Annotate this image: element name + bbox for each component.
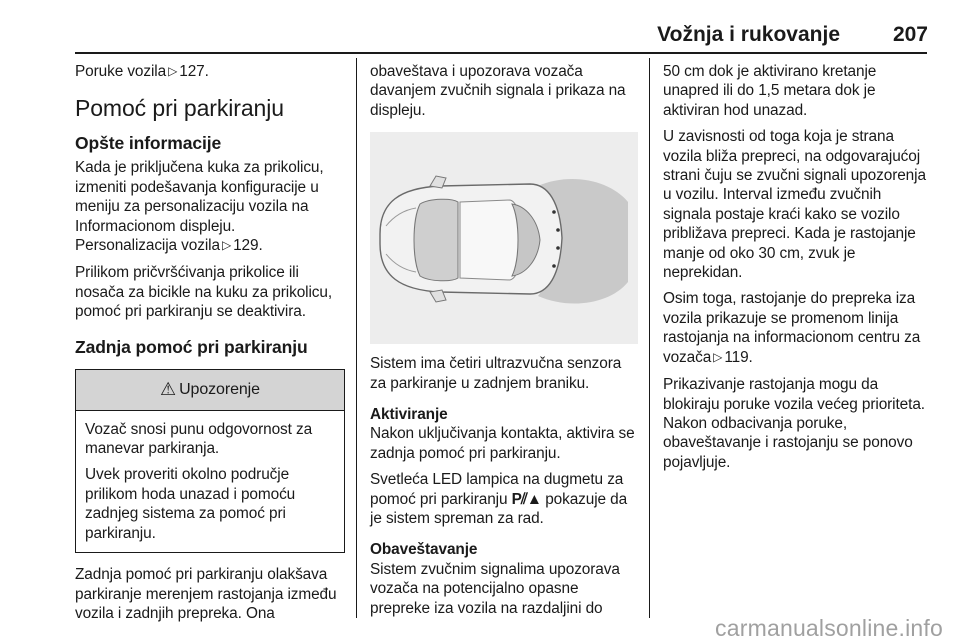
watermark: carmanualsonline.info xyxy=(715,615,943,641)
paragraph-sensors: Sistem ima četiri ultrazvučna senzora za parkiranje u zadnjem braniku. xyxy=(370,355,622,392)
warning-title: Upozorenje xyxy=(179,380,260,398)
reference-arrow-icon: ▷ xyxy=(168,64,178,78)
paragraph-led: Svetleća LED lampica na dugmetu za pomoć pri parkiranju P⫽▲ pokazuje da je sistem spreman za rad. xyxy=(370,471,628,528)
column-3 xyxy=(663,62,931,479)
personalization-reference[interactable]: 129. xyxy=(233,237,263,255)
paragraph-side-signals: U zavisnosti od toga koja je strana vozila bliža prepreci, na odgovarajućoj strani čuju se zvučni signali upozorenja u vozilu. Interval između zvučnih signala postaje kraći kako se vozilo približava prepreci. Kada je rastojanje manje od oko 30 cm, zvuk je neprekidan. xyxy=(663,128,926,282)
page-number: 207 xyxy=(892,23,928,46)
column-divider-1 xyxy=(356,58,357,618)
column-divider-2 xyxy=(649,58,650,618)
page-header-title: Vožnja i rukovanje xyxy=(657,23,840,46)
driver-info-reference[interactable]: 119. xyxy=(724,348,753,366)
paragraph-deactivation: Prilikom pričvršćivanja prikolice ili nosača za bicikle na kuku za prikolicu, pomoć pri parkiranju se deaktivira. xyxy=(75,264,333,321)
warning-box xyxy=(75,369,345,553)
reference-arrow-icon: ▷ xyxy=(713,349,723,364)
section-heading: Pomoć pri parkiranju xyxy=(75,95,284,122)
paragraph-distance: 50 cm dok je aktivirano kretanje unapred ili do 1,5 metara dok je aktiviran hod unazad. xyxy=(663,63,877,119)
column-2 xyxy=(370,62,640,625)
header-rule xyxy=(75,52,927,54)
paragraph-priority-messages: Prikazivanje rastojanja mogu da blokiraju poruke vozila većeg prioriteta. Nakon odbacivanja poruke, obaveštavanje i rastojanju se ponovo pojavljuje. xyxy=(663,376,925,471)
subheading-warning: Obaveštavanje xyxy=(370,541,478,559)
warning-paragraph-1: Vozač snosi punu odgovornost za manevar parkiranja. xyxy=(85,420,313,458)
paragraph-display-lines: Osim toga, rastojanje do prepreka iza vozila prikazuje se promenom linija rastojanja na informacionom centru za vozača ▷ 119. xyxy=(663,290,921,366)
personalization-line: Personalizacija vozila ▷ 129. xyxy=(75,237,263,255)
parking-assist-button-icon: P⫽▲ xyxy=(511,490,541,508)
parking-sensor-illustration xyxy=(370,132,638,344)
intro-line: Poruke vozila ▷ 127. xyxy=(75,63,209,80)
paragraph-activation: Nakon uključivanja kontakta, aktivira se zadnja pomoć pri parkiranju. xyxy=(370,425,635,462)
subheading-general: Opšte informacije xyxy=(75,133,222,154)
intro-reference[interactable]: 127. xyxy=(179,63,209,80)
warning-paragraph-2: Uvek proveriti okolno područje prilikom hoda unazad i pomoću zadnjeg sistema za pomoć pri parkiranju. xyxy=(85,466,296,542)
subheading-activation: Aktiviranje xyxy=(370,406,448,424)
subheading-rear-parking-assist: Zadnja pomoć pri parkiranju xyxy=(75,336,308,357)
column-1 xyxy=(75,62,345,630)
car-top-view-image xyxy=(370,132,638,344)
paragraph-notify: obaveštava i upozorava vozača davanjem zvučnih signala i prikaza na displeju. xyxy=(370,63,626,119)
paragraph-trailer-hitch: Kada je priključena kuka za prikolicu, izmeniti podešavanja konfiguracije u meniju za personalizaciju vozila na Informacionom displeju. xyxy=(75,159,324,235)
warning-body xyxy=(76,411,344,552)
paragraph-rear-assist: Zadnja pomoć pri parkiranju olakšava parkiranje merenjem rastojanja između vozila i zadnjih prepreka. Ona xyxy=(75,566,337,622)
warning-triangle-icon: ⚠ xyxy=(160,378,177,399)
warning-header xyxy=(76,370,344,411)
paragraph-warning-signals: Sistem zvučnim signalima upozorava vozača na potencijalno opasne prepreke iza vozila na razdaljini do xyxy=(370,560,620,617)
reference-arrow-icon: ▷ xyxy=(221,238,232,253)
